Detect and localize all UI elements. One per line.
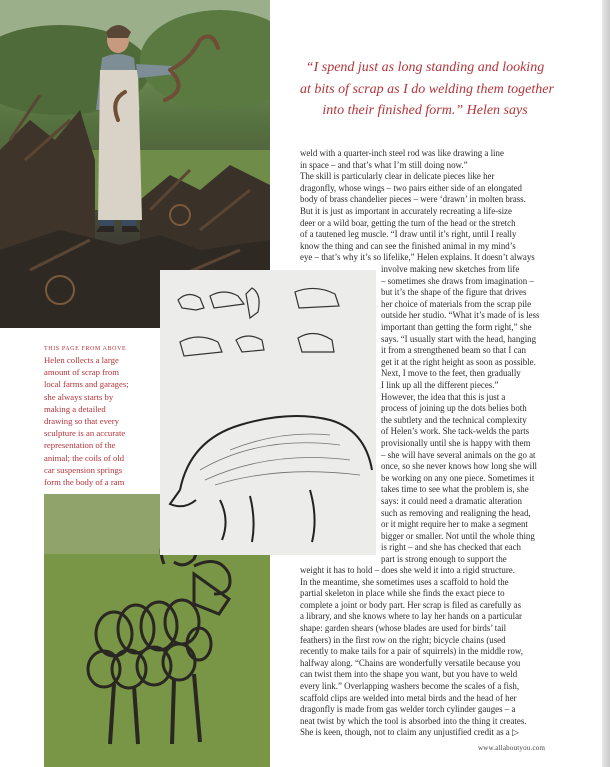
body-text-line: eye – that’s why it’s so lifelike,” Helen explains. It doesn’t always <box>300 252 535 263</box>
body-text-line: – she will have several animals on the go at <box>381 449 536 460</box>
body-text-line: She is keen, though, not to claim any unjustified credit as a ▷ <box>300 727 519 738</box>
body-text-line: process of joining up the dots belies both <box>381 403 527 414</box>
body-text-line: involve making new sketches from life <box>381 264 520 274</box>
body-text-line: once, so she never knows how long she will <box>381 461 538 472</box>
boar-sketches-illustration <box>160 270 376 555</box>
page-edge <box>602 0 610 767</box>
body-text-line: says: it could need a dramatic alteration <box>381 496 522 506</box>
body-text-line: halfway along. “Chains are wonderfully versatile because you <box>300 657 521 668</box>
body-text-line: says. “I usually start with the head, hanging <box>381 333 537 344</box>
body-text-line: weight it has to hold – does she weld it into a rigid structure. <box>300 565 515 575</box>
caption-line: sculpture is an accurate <box>44 428 126 439</box>
caption-line: animal; the coils of old <box>44 452 125 463</box>
body-text-line: weld with a quarter-inch steel rod was like drawing a line <box>300 148 504 158</box>
body-text-line: her choice of materials from the scrap pile <box>381 298 532 309</box>
body-text-line: partial skeleton in place while she finds the exact piece to <box>300 588 505 599</box>
caption-line: car suspension springs <box>44 464 123 475</box>
footer-url: www.allaboutyou.com <box>478 744 546 752</box>
body-text-line: In the meantime, she sometimes uses a scaffold to hold the <box>300 576 509 587</box>
body-text-line: dragonfly, whose wings – two pairs either side of an elongated <box>300 182 522 193</box>
boar-sketches-image <box>160 270 376 555</box>
caption-line: local farms and garages; <box>44 379 129 390</box>
body-text-line: know the thing and can see the finished animal in my mind’s <box>300 240 516 251</box>
body-text-line: it from a strengthened beam so that I can <box>381 345 526 356</box>
body-text-line: complete a joint or body part. Her scrap is filed as carefully as <box>300 599 522 610</box>
body-text-line: can twist them into the shape you want, but you have to weld <box>300 669 518 680</box>
photo-caption <box>44 346 152 488</box>
body-text-line: dragonfly is made from gas welder torch cylinder gauges – a <box>300 704 516 715</box>
body-text-line: But it is just as important in accurately recreating a life-size <box>300 206 512 216</box>
body-text-line: shape: garden shears (whose blades are used for birds’ tail <box>300 623 507 633</box>
body-text-line: be working on any one piece. Sometimes it <box>381 472 535 483</box>
pull-quote-line: at bits of scrap as I do welding them together <box>300 81 554 97</box>
body-text-line: every link.” Overlapping washers become the scales of a fish, <box>300 681 520 691</box>
body-text-line: or it might require her to make a segment <box>381 519 528 530</box>
caption-line: drawing so that every <box>44 416 120 427</box>
body-text-line: a library, and she knows where to lay her hands on a particular <box>300 611 522 622</box>
body-text-line: provisionally until she is happy with them <box>381 438 531 448</box>
body-text-line: in space – and that’s what I’m still doing now.” <box>300 159 468 170</box>
pull-quote-line: “I spend just as long standing and looking <box>305 60 545 75</box>
caption-line: form the body of a ram <box>44 477 125 488</box>
body-text-line: – sometimes she draws from imagination – <box>381 275 534 286</box>
caption-line: representation of the <box>44 440 116 451</box>
body-text-line: deer or a wild boar, getting the turn of the head or the stretch <box>300 217 516 228</box>
body-text-line: Next, I move to the feet, then gradually <box>381 368 521 379</box>
caption-line: amount of scrap from <box>44 367 120 378</box>
body-text-line: takes time to see what the problem is, she <box>381 484 529 495</box>
caption-line: she always starts by <box>44 391 114 402</box>
caption-kicker: THIS PAGE FROM ABOVE <box>44 346 127 352</box>
body-text-line: important than getting the form right,” she <box>381 322 532 332</box>
caption-body <box>44 354 152 488</box>
body-text-line: However, the idea that this is just a <box>381 391 506 402</box>
body-text-line: body of brass chandelier pieces – were ‘drawn’ in molten brass. <box>300 194 526 205</box>
body-text-line: is right – and she has checked that each <box>381 542 521 553</box>
body-text-line: the subtlety and the technical complexity <box>381 414 527 425</box>
body-text-line: The skill is particularly clear in delicate pieces like her <box>300 171 495 182</box>
body-text-line: but it’s the shape of the figure that drives <box>381 287 527 298</box>
pull-quote-line: into their finished form.” Helen says <box>322 103 528 118</box>
body-text-line: feathers) in the first row on the right; bicycle chains (used <box>300 634 506 645</box>
body-text-line: bigger or smaller. Not until the whole thing <box>381 530 535 541</box>
body-text-line: neat twist by which the tool is absorbed into the thing it creates. <box>300 715 527 726</box>
caption-line: making a detailed <box>44 403 106 414</box>
body-text-line: of Helen’s work. She tack-welds the parts <box>381 426 530 437</box>
body-text-line: recently to make tails for a pair of squirrels) in the middle row, <box>300 646 523 657</box>
caption-line: Helen collects a large <box>44 355 119 365</box>
body-text-line: scaffold clips are welded into metal birds and the head of her <box>300 692 517 703</box>
body-text-line: of a tautened leg muscle. “I draw until it’s right, until I really <box>300 229 517 240</box>
body-text-line: get it at the right height as soon as possible. <box>381 356 536 367</box>
body-text-line: part is strong enough to support the <box>381 554 507 564</box>
body-text-line: I link up all the different pieces.” <box>381 380 499 390</box>
body-text-line: outside her studio. “What it’s made of is less <box>381 310 540 321</box>
pull-quote <box>300 57 554 122</box>
body-text-line: such as removing and realigning the head, <box>381 507 531 518</box>
